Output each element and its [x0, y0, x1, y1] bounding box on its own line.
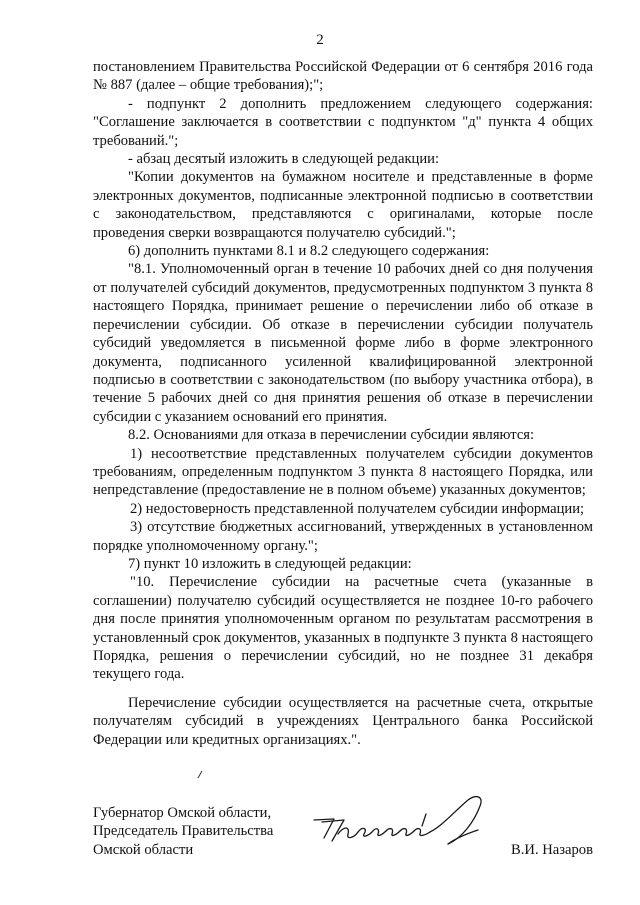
paragraph-item-6: 6) дополнить пунктами 8.1 и 8.2 следующего содержания:	[128, 243, 490, 260]
paragraph-8-1: "8.1. Уполномоченный орган в течение 10 рабочих дней со дня получения от получателей субсидий документов, предусмотренных подпунктом 3 пункта 8 настоящего Порядка, принимает решение о перечислении либо об отказе в перечислении субсидии. Об отказе в перечислении субсидии получатель субсидий уведомляется в письменной форме либо в форме электронного документа, подписанного усиленной квалифицированной электронной подписью в соответствии с законодательством (по выбору участника отбора), в течение 5 рабочих дней со дня принятия решения об отказе в перечислении субсидии с указанием оснований его принятия.	[93, 261, 593, 425]
signatory-position-line: Омской области	[93, 841, 194, 858]
paragraph-ground-1: 1) несоответствие представленных получателем субсидии документов требованиям, определенным подпунктом 3 пункта 8 настоящего Порядка, или непредставление (предоставление не в полном объеме) указанных документов;	[93, 445, 593, 499]
document-body	[93, 58, 593, 749]
pen-tick-mark	[196, 768, 206, 780]
paragraph-tenth-abzac: - абзац десятый изложить в следующей редакции:	[128, 151, 440, 168]
paragraph-ground-3: 3) отсутствие бюджетных ассигнований, утвержденных в установленном порядке уполномоченному органу.";	[93, 519, 593, 554]
paragraph-transfer: Перечисление субсидии осуществляется на расчетные счета, открытые получателям субсидий в учреждениях Центрального банка Российской Федерации или кредитных организациях.".	[93, 694, 593, 748]
page-number: 2	[316, 32, 324, 48]
paragraph-8-2: 8.2. Основаниями для отказа в перечислении субсидии являются:	[128, 427, 535, 444]
handwritten-signature	[222, 786, 492, 866]
signatory-name: В.И. Назаров	[511, 841, 593, 858]
signatory-position-line: Председатель Правительства	[93, 823, 274, 840]
paragraph-continuation: постановлением Правительства Российской Федерации от 6 сентября 2016 года № 887 (далее – общие требования);";	[93, 59, 593, 94]
paragraph-item-7: 7) пункт 10 изложить в следующей редакции:	[128, 555, 412, 572]
paragraph-copies: "Копии документов на бумажном носителе и представленные в форме электронных документов, подписанные электронной подписью в соответствии с законодательством, представляются с оригиналами, которые после проведения сверки возвращаются получателю субсидий.";	[93, 169, 593, 241]
paragraph-10: "10. Перечисление субсидии на расчетные счета (указанные в соглашении) получателю субсидий осуществляется не позднее 10-го рабочего дня после принятия уполномоченным органом по результатам рассмотрения в установленный срок документов, указанных в подпункте 3 пункта 8 настоящего Порядка, решения о перечислении субсидий, но не позднее 31 декабря текущего года.	[93, 574, 593, 683]
signatory-position-line: Губернатор Омской области,	[93, 805, 272, 821]
paragraph-ground-2: 2) недостоверность представленной получателем субсидии информации;	[130, 500, 585, 517]
paragraph-subclause-2: - подпункт 2 дополнить предложением следующего содержания: "Соглашение заключается в соответствии с подпунктом "д" пункта 4 общих требований.";	[93, 95, 593, 149]
